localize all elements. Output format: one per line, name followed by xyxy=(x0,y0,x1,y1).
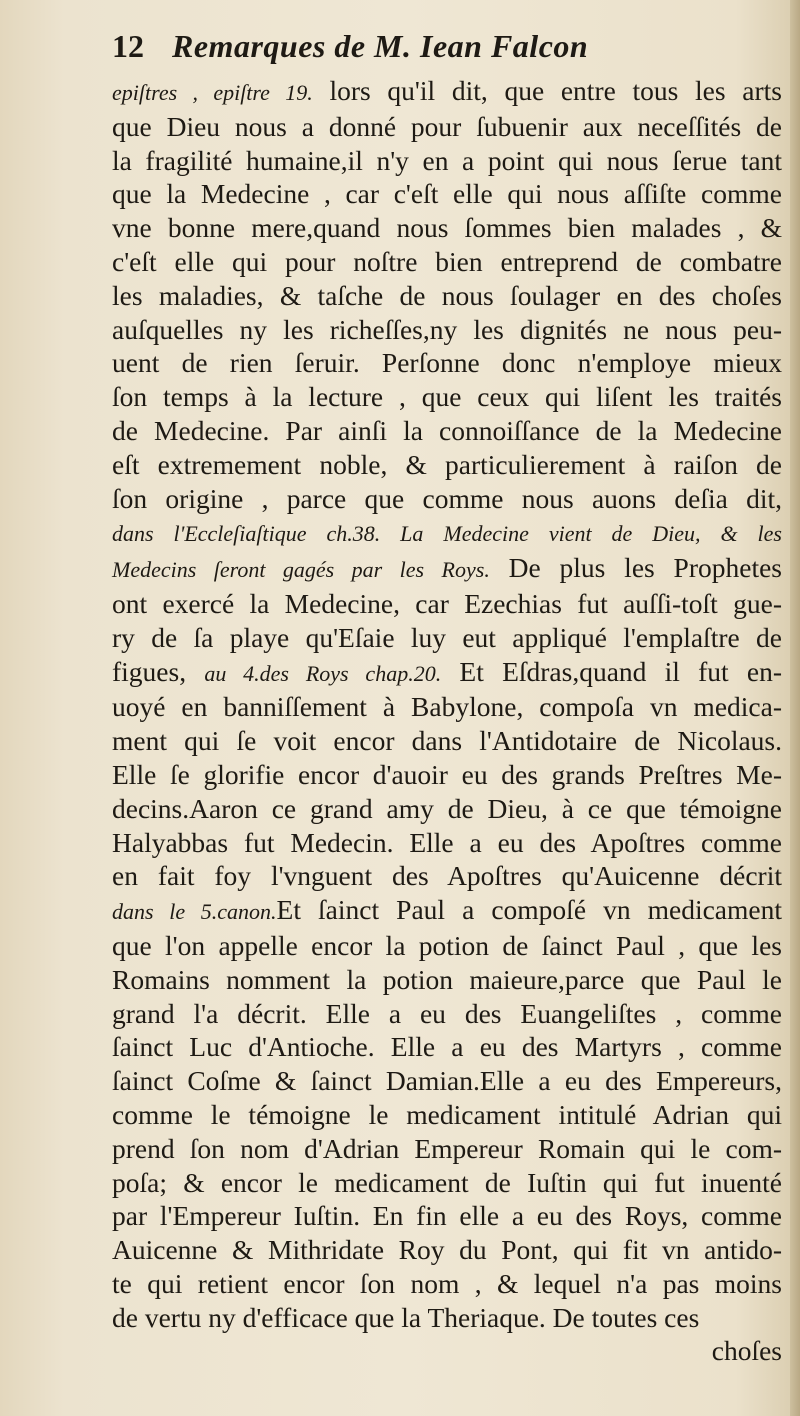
text-segment: Auicenne & Mithridate Roy du Pont, qui fit vn antido- xyxy=(112,1234,782,1266)
italic-citation: Medecins ſeront gagés par les Roys. xyxy=(112,557,490,583)
text-line xyxy=(112,74,782,110)
text-line xyxy=(112,929,782,963)
text-line xyxy=(112,655,782,691)
text-line xyxy=(112,144,782,178)
text-segment: que l'on appelle encor la potion de ſainct Paul , que les xyxy=(112,929,782,961)
text-segment: Elle ſe glorifie encor d'auoir eu des grands Preſtres Me- xyxy=(112,758,782,790)
text-line xyxy=(112,1199,782,1233)
text-segment: te qui retient encor ſon nom , & lequel n'a pas moins xyxy=(112,1267,782,1299)
text-line xyxy=(112,279,782,313)
text-line xyxy=(112,758,782,792)
italic-citation: epiſtres , epiſtre 19. xyxy=(112,80,313,105)
text-line xyxy=(112,724,782,758)
text-segment: ment qui ſe voit encor dans l'Antidotaire de Nicolaus. xyxy=(112,725,782,757)
text-segment: auſquelles ny les richeſſes,ny les dignités ne nous peu- xyxy=(112,313,782,345)
text-line xyxy=(112,551,782,587)
page-number: 12 xyxy=(112,28,144,64)
text-segment: comme le témoigne le medicament intitulé Adrian qui xyxy=(112,1098,782,1130)
page-edge xyxy=(790,0,800,1416)
text-segment: uoyé en banniſſement à Babylone, compoſa vn medica- xyxy=(112,691,782,723)
italic-citation: au 4.des Roys chap.20. xyxy=(204,660,442,686)
text-segment: ſainct Coſme & ſainct Damian.Elle a eu des Empereurs, xyxy=(112,1065,782,1097)
text-line xyxy=(112,997,782,1031)
text-segment: la fragilité humaine,il n'y en a point qui nous ſerue tant xyxy=(112,144,782,176)
text-line xyxy=(112,1166,782,1200)
catchword xyxy=(112,1334,782,1368)
text-line xyxy=(112,963,782,997)
text-segment: ry de ſa playe qu'Eſaie luy eut appliqué l'emplaſtre de xyxy=(112,621,782,653)
text-line xyxy=(112,792,782,826)
text-line xyxy=(112,1233,782,1267)
body-text xyxy=(112,74,782,1368)
text-line xyxy=(112,448,782,482)
text-segment: uent de rien ſeruir. Perſonne donc n'employe mieux xyxy=(112,347,782,379)
text-line xyxy=(112,245,782,279)
text-line xyxy=(112,1064,782,1098)
text-line xyxy=(112,826,782,860)
text-segment: grand l'a décrit. Elle a eu des Euangeliſtes , comme xyxy=(112,997,782,1029)
text-line xyxy=(112,859,782,893)
text-line xyxy=(112,515,782,551)
text-line xyxy=(112,1267,782,1301)
text-segment: Halyabbas fut Medecin. Elle a eu des Apoſtres comme xyxy=(112,826,782,858)
text-segment: ont exercé la Medecine, car Ezechias fut auſſi-toſt gue- xyxy=(112,587,782,619)
text-line xyxy=(112,211,782,245)
text-segment: ſon temps à la lecture , que ceux qui liſent les traités xyxy=(112,381,782,413)
text-segment: eſt extremement noble, & particulierement à raiſon de xyxy=(112,448,782,480)
text-segment: c'eſt elle qui pour noſtre bien entreprend de combatre xyxy=(112,245,782,277)
text-segment: choſes xyxy=(711,1335,782,1367)
text-segment: que Dieu nous a donné pour ſubuenir aux neceſſités de xyxy=(112,110,782,142)
text-segment: decins.Aaron ce grand amy de Dieu, à ce que témoigne xyxy=(112,792,782,824)
text-line xyxy=(112,313,782,347)
text-line xyxy=(112,1098,782,1132)
text-segment: de Medecine. Par ainſi la connoiſſance de la Medecine xyxy=(112,414,782,446)
text-line xyxy=(112,621,782,655)
text-line xyxy=(112,1132,782,1166)
text-line xyxy=(112,380,782,414)
running-title: Remarques de M. Iean Falcon xyxy=(172,28,589,64)
text-segment: que la Medecine , car c'eſt elle qui nous aſſiſte comme xyxy=(112,178,782,210)
text-segment: De plus les Prophetes xyxy=(489,552,782,584)
text-segment: prend ſon nom d'Adrian Empereur Romain qui le com- xyxy=(112,1132,782,1164)
italic-citation: dans l'Eccleſiaſtique ch.38. La Medecine vient de Dieu, & les xyxy=(112,521,782,547)
text-line xyxy=(112,893,782,929)
italic-citation: dans le 5.canon. xyxy=(112,899,277,925)
text-line xyxy=(112,346,782,380)
text-line xyxy=(112,1030,782,1064)
text-segment: Romains nomment la potion maieure,parce que Paul le xyxy=(112,963,782,995)
text-segment: Et Eſdras,quand il fut en- xyxy=(441,655,783,687)
text-segment: vne bonne mere,quand nous ſommes bien malades , & xyxy=(112,212,782,244)
text-line xyxy=(112,690,782,724)
text-segment: de vertu ny d'efficace que la Theriaque. De toutes ces xyxy=(112,1301,700,1333)
text-segment: lors qu'il dit, que entre tous les arts xyxy=(312,75,782,106)
text-line xyxy=(112,587,782,621)
text-segment: les maladies, & taſche de nous ſoulager en des choſes xyxy=(112,279,782,311)
text-segment: Et ſainct Paul a compoſé vn medicament xyxy=(276,894,782,926)
text-segment: par l'Empereur Iuſtin. En fin elle a eu des Roys, comme xyxy=(112,1200,782,1232)
text-segment: figues, xyxy=(112,655,205,687)
page-header xyxy=(112,28,782,72)
text-segment: ſainct Luc d'Antioche. Elle a eu des Martyrs , comme xyxy=(112,1031,782,1063)
text-line xyxy=(112,1301,782,1335)
text-segment: poſa; & encor le medicament de Iuſtin qui fut inuenté xyxy=(112,1166,782,1198)
text-line xyxy=(112,482,782,516)
text-line xyxy=(112,414,782,448)
text-segment: ſon origine , parce que comme nous auons deſia dit, xyxy=(112,482,782,514)
text-line xyxy=(112,177,782,211)
text-segment: en fait foy l'vnguent des Apoſtres qu'Auicenne décrit xyxy=(112,860,782,892)
text-line xyxy=(112,110,782,144)
